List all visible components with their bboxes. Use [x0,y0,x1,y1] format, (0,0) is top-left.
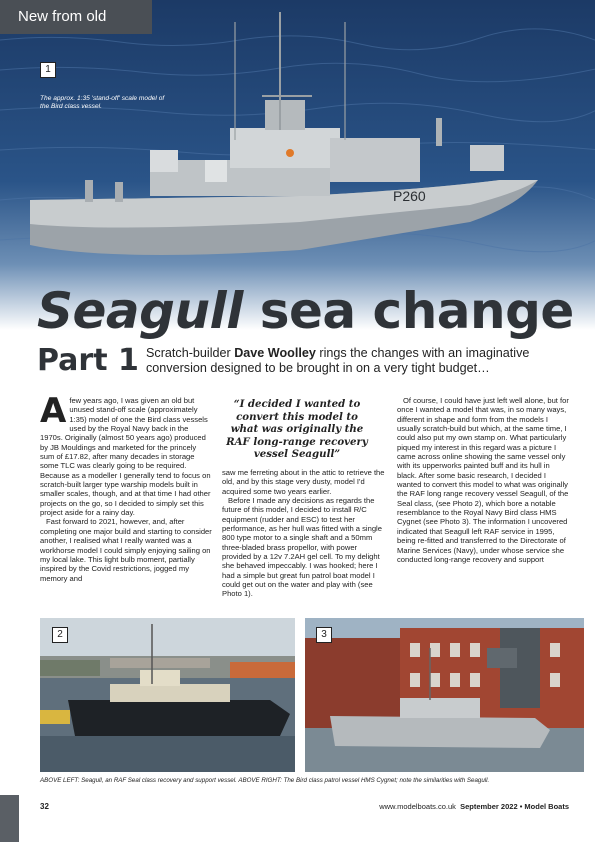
standfirst-pre: Scratch-builder [146,346,235,360]
footer-bar [0,795,19,842]
footer-info [379,802,569,811]
body-column-2 [222,468,387,599]
hero-ship-image [0,0,595,330]
photo-3-image [305,618,584,772]
photo-2-image [40,618,295,772]
paragraph [40,391,212,518]
standfirst [146,346,566,376]
paragraph: Before I made any decisions as regards the future of this model, I decided to install R/C equipment (rudder and ESC) to test her performance, as her hull was fitted with a single 800 type motor to a single shaft and a 50mm three-bladed brass propellor, with power provided by a 12v 7.2AH gel cell. To my delight she behaved impeccably. I was hooked; here I had a simple but great fun patrol boat model I could get out on the water and play with (see Photo 1). [222,496,382,599]
drop-cap: A [40,391,67,431]
footer-site[interactable]: www.modelboats.co.uk [379,802,456,811]
part-label: Part 1 [37,343,139,378]
photo-1-number: 1 [40,62,56,78]
paragraph-text: few years ago, I was given an old but unused stand-off scale (approximately 1:35) model of one the Bird class vessels used by the Royal Navy back in the 1970s. Originally (almost 50 years ago) produced by JB Mouldings and marketed for the princely sum of £17.82, after many decades in storage some TLC was clearly going to be required. Because as a modeller I generally tend to focus on scratch-built larger type warship models built in smaller scales, though, and at that time I had other projects on the go, so I decided to simply set this project aside for a rainy day. [40,396,211,518]
title-rest: sea change [242,282,574,340]
page-number: 32 [40,802,49,811]
body-column-1 [40,391,212,583]
paragraph: Fast forward to 2021, however, and, after completing one major build and starting to consider another, I realised what I really wanted was a workhorse model I could simply enjoying sailing on my local lake. This light bulb moment, partially inspired by the Covid restrictions, jogged my memory and [40,517,212,583]
paragraph: saw me ferreting about in the attic to retrieve the old, and by this stage very dusty, model I'd acquired some two years earlier. [222,468,385,496]
photo-captions: ABOVE LEFT: Seagull, an RAF Seal class recovery and support vessel. ABOVE RIGHT: The Bird class patrol vessel HMS Cygnet; note the similarities with Seagull. [40,777,490,784]
hero-photo [0,0,595,330]
hero-caption: The approx. 1:35 'stand-off' scale model of the Bird class vessel. [40,95,165,110]
author-name: Dave Woolley [234,346,316,360]
title-italic-word: Seagull [37,282,243,340]
standfirst-post: rings the changes with an imaginative conversion designed to be brought in on a very tight budget… [146,346,530,375]
hull-marking: P260 [393,188,426,204]
paragraph: Of course, I could have just left well alone, but for once I wanted a model that was, in so many ways, different in shape and form from the models I usually scratch-build but which, at the same time, I could also put my own stamp on. What particularly piqued my interest in this regard was a picture I came across online showing the same vessel only with its upperworks painted buff and its hull in black. After some basic research, I decided I wanted to convert this model to what was originally the RAF long range recovery vessel Seagull, of the Seal class, (see Photo 2), which bore a notable resemblance to the Royal Navy Bird class HMS Cygnet (see Photo 3). The information I uncovered indicated that Seagull left RAF service in 1995, being re-fitted and transferred to the Directorate of Marine Services (Navy), under whose service she conducted long-range recovery and support [397,396,569,564]
photo-3-number: 3 [316,627,332,643]
pull-quote: “I decided I wanted to convert this model to what was originally the RAF long-range recovery vessel Seagull” [226,398,368,460]
footer-issue: September 2022 • Model Boats [460,802,569,811]
article-title [37,283,574,339]
photo-2-number: 2 [52,627,68,643]
photo-2-seagull [40,618,295,772]
photo-3-hms-cygnet [305,618,584,772]
section-tab: New from old [0,0,152,34]
body-column-3 [397,396,569,564]
